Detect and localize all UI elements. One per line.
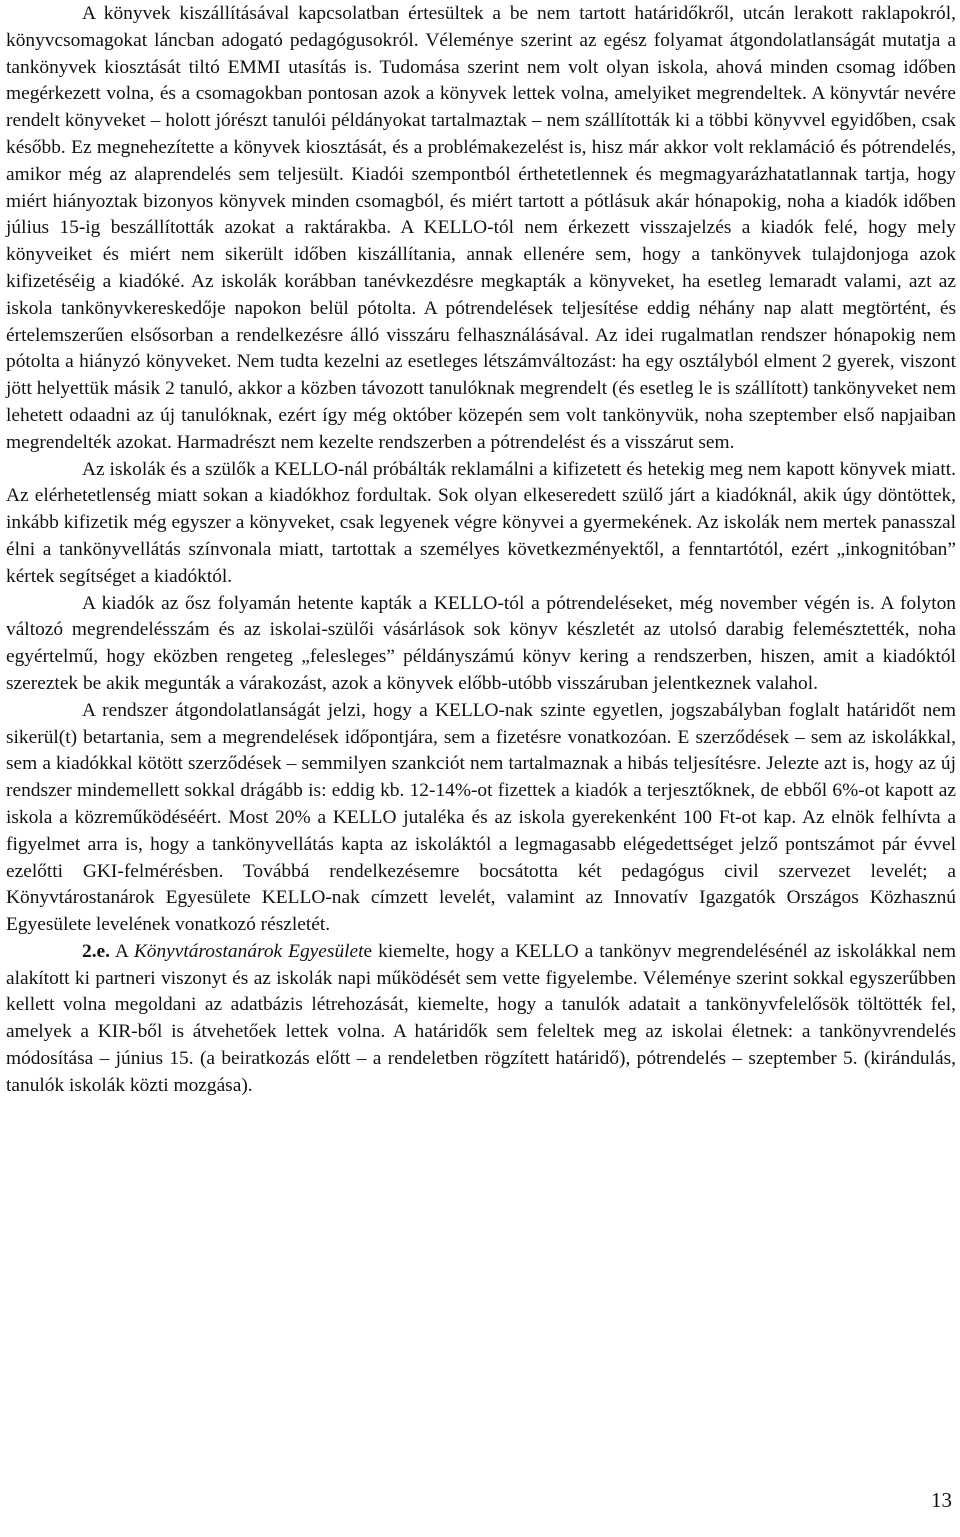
page-number: 13 xyxy=(931,1488,952,1512)
paragraph-5 xyxy=(6,939,956,1100)
paragraph-5-text: e kiemelte, hogy a KELLO a tankönyv megrendelésénél az iskolákkal nem alakított ki partneri viszonyt és az iskolák napi működését sem vette figyelembe. Véleménye szerint sokkal egyszerűbben kellett volna megoldani az adatbázis létrehozását, kiemelte, hogy a tanulók adatait a tankönyvfelelősök töltötték fel, amelyek a KIR-ből is átvehetőek lettek volna. A határidők sem feleltek meg az iskolai életnek: a tankönyvrendelés módosítása – június 15. (a beiratkozás előtt – a rendeletben rögzített határidő), pótrendelés – szeptember 5. (kirándulás, tanulók iskolák közti mozgása). xyxy=(6,940,956,1096)
paragraph-4: A rendszer átgondolatlanságát jelzi, hogy a KELLO-nak szinte egyetlen, jogszabályban foglalt határidőt nem sikerül(t) betartania, sem a megrendelések időpontjára, sem a fizetésre vonatkozóan. E szerződések – sem az iskolákkal, sem a kiadókkal kötött szerződések – semmilyen szankciót nem tartalmaznak a hibás teljesítésre. Jelezte azt is, hogy az új rendszer mindemellett sokkal drágább is: eddig kb. 12-14%-ot fizettek a kiadók a terjesztőknek, de ebből 6%-ot kapott az iskola a közreműködéséért. Most 20% a KELLO jutaléka és az iskola gyerekenként 100 Ft-ot kap. Az elnök felhívta a figyelmet arra is, hogy a tankönyvellátás kapta az iskoláktól a legmagasabb elégedettséget jelző pontszámot pár évvel ezelőtti GKI-felmérésben. Továbbá rendelkezésemre bocsátotta két pedagógus civil szervezet levelét; a Könyvtárostanárok Egyesülete KELLO-nak címzett levelét, valamint az Innovatív Igazgatók Országos Közhasznú Egyesülete levelének vonatkozó részletét. xyxy=(6,699,956,936)
paragraph-3: A kiadók az ősz folyamán hetente kapták a KELLO-tól a pótrendeléseket, még november végén is. A folyton változó megrendelésszám és az iskolai-szülői vásárlások sok könyv készletét az utolsó darabig felemésztették, noha egyértelmű, hogy eközben rengeteg „felesleges” példányszámú könyv kering a rendszerben, hiszen, amit a kiadóktól szereztek be akik megunták a várakozást, azok a könyvek előbb-utóbb visszáruban jelentkeznek valahol. xyxy=(6,592,956,694)
document-page xyxy=(6,0,956,1100)
section-number: 2.e. xyxy=(82,940,110,962)
paragraph-1: A könyvek kiszállításával kapcsolatban értesültek a be nem tartott határidőkről, utcán lerakott raklapokról, könyvcsomagokat láncban adogató pedagógusokról. Véleménye szerint az egész folyamat átgondolatlanságát mutatja a tankönyvek kiosztását tiltó EMMI utasítás is. Tudomása szerint nem volt olyan iskola, ahová minden csomag időben megérkezett volna, és a csomagokban pontosan azok a könyvek lettek volna, amelyiket megrendeltek. A könyvtár nevére rendelt könyveket – holott jórészt tanulói példányokat tartalmaztak – nem szállították ki a többi könyvvel egyidőben, csak később. Ez megnehezítette a könyvek kiosztását, és a problémakezelést is, hisz már akkor volt reklamáció és pótrendelés, amikor még az alaprendelés sem teljesült. Kiadói szempontból érthetetlennek és megmagyarázhatatlannak tartja, hogy miért hiányoztak bizonyos könyvek minden csomagból, és miért tartott a pótlásuk akár hónapokig, noha a kiadók időben július 15-ig beszállították azokat a raktárakba. A KELLO-tól nem érkezett visszajelzés a kiadók felé, hogy mely könyveiket és miért nem sikerült időben kiszállítania, annak ellenére sem, hogy a tankönyvek tulajdonjoga azok kifizetéséig a kiadóké. Az iskolák korábban tanévkezdésre megkapták a könyveket, ha esetleg lemaradt valami, azt az iskola tankönyvkereskedője napokon belül pótolta. A pótrendelések teljesítése eddig néhány nap alatt megtörtént, és értelemszerűen elsősorban a rendelkezésre álló visszáru felhasználásával. Az idei rugalmatlan rendszer hónapokig nem pótolta a hiányzó könyveket. Nem tudta kezelni az esetleges létszámváltozást: ha egy osztályból elment 2 gyerek, viszont jött helyettük másik 2 tanuló, akkor a közben távozott tanulóknak megrendelt (és esetleg le is szállított) tankönyveket nem lehetett odaadni az új tanulóknak, ezért így még október közepén sem volt tankönyvük, noha szeptember első napjaiban megrendelték azokat. Harmadrészt nem kezelte rendszerben a pótrendelést és a visszárut sem. xyxy=(6,3,956,453)
paragraph-2: Az iskolák és a szülők a KELLO-nál próbálták reklamálni a kifizetett és hetekig meg nem kapott könyvek miatt. Az elérhetetlenség miatt sokan a kiadókhoz fordultak. Sok olyan elkeseredett szülő járt a kiadóknál, akik úgy döntöttek, inkább kifizetik még egyszer a könyveket, csak legyenek végre könyvei a gyermekének. Az iskolák nem mertek panasszal élni a tankönyvellátás színvonala miatt, tartottak a személyes következményektől, a fenntartótól, ezért „inkognitóban” kértek segítséget a kiadóktól. xyxy=(6,458,956,587)
organization-name: Könyvtárostanárok Egyesület xyxy=(133,940,364,962)
paragraph-5-pre: A xyxy=(110,940,134,962)
